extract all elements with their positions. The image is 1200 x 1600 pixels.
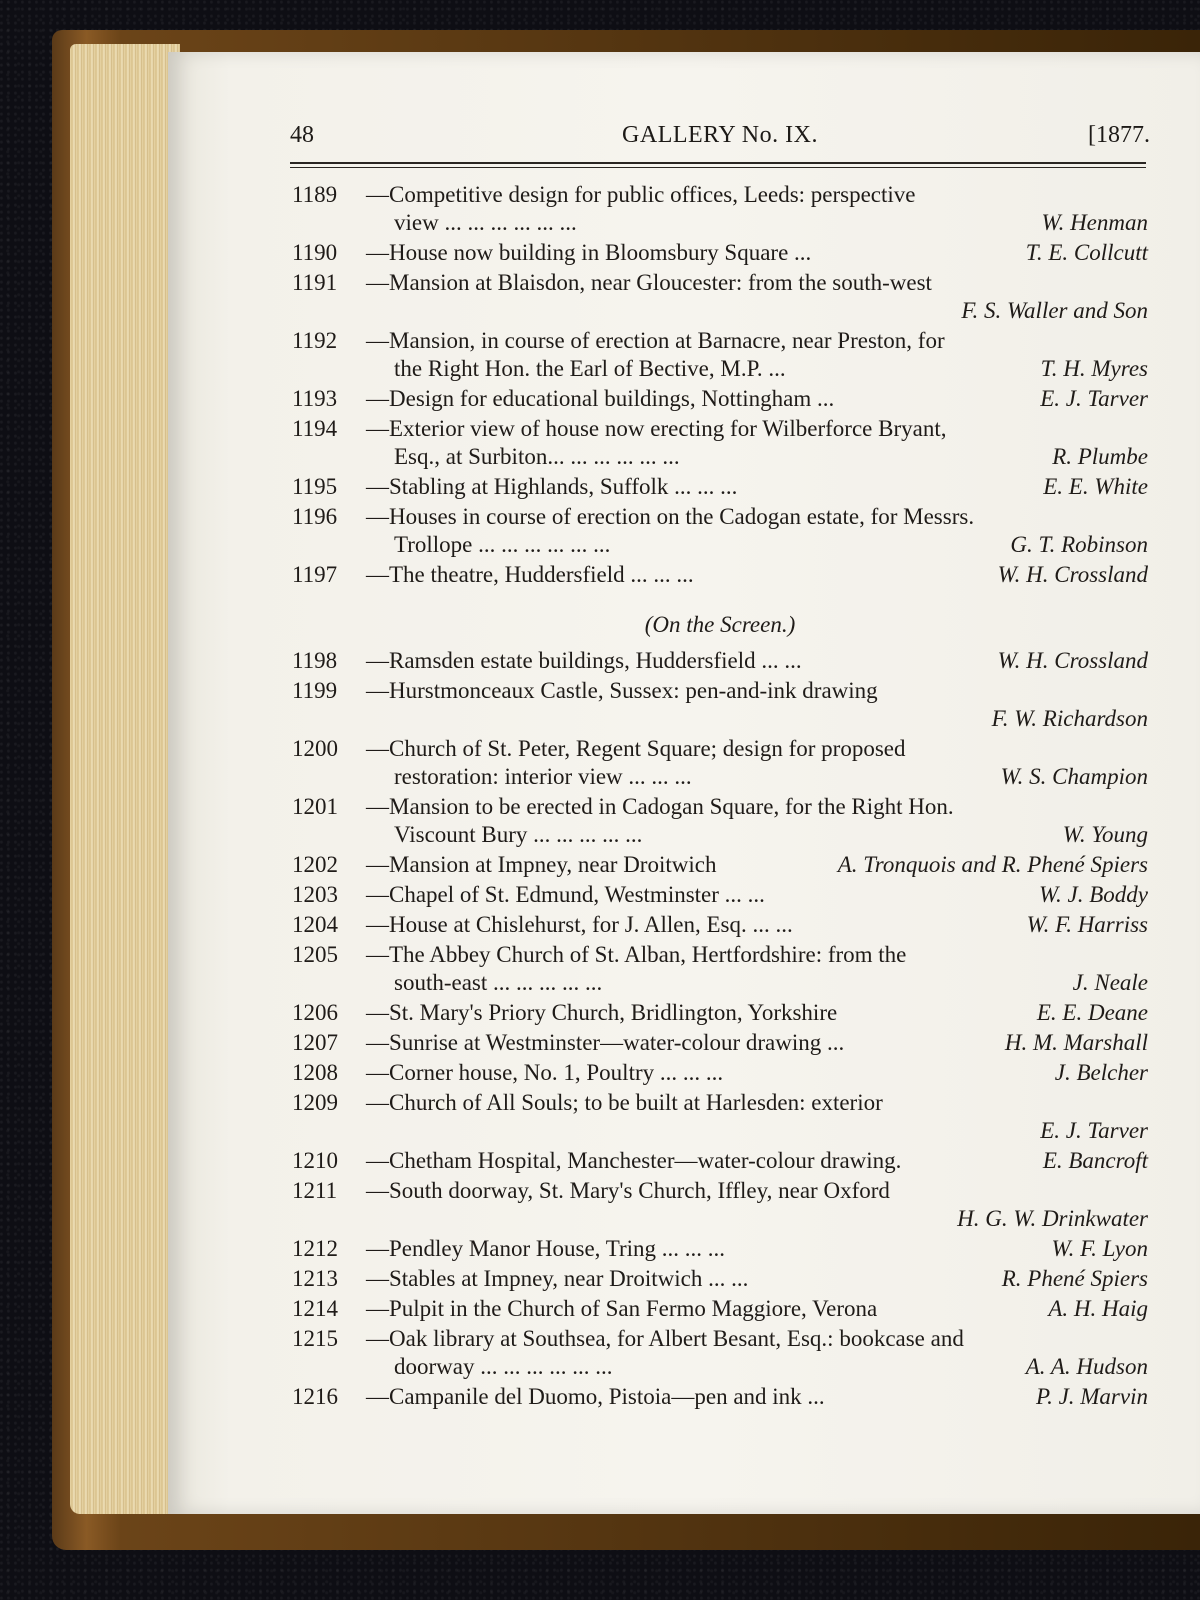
entry-title-continued: Viscount Bury ... ... ... ... ... — [394, 822, 643, 847]
entry-title: Competitive design for public offices, Leeds: perspective — [389, 182, 916, 207]
page-title: GALLERY No. IX. — [622, 122, 818, 148]
entry-line — [292, 1234, 1148, 1264]
entry-number: 1193 — [292, 386, 338, 411]
entry-number: 1204 — [292, 912, 338, 937]
entry-line — [292, 560, 1148, 590]
entry-line — [292, 1352, 1148, 1382]
header-rule — [290, 162, 1146, 164]
entry-author: W. S. Champion — [1000, 764, 1148, 789]
entry-title: Exterior view of house now erecting for Wilberforce Bryant, — [389, 416, 947, 441]
entry-author: G. T. Robinson — [1010, 532, 1148, 557]
catalogue-entry — [292, 1324, 1148, 1384]
entry-number: 1192 — [292, 328, 338, 353]
entry-author: H. M. Marshall — [1004, 1030, 1148, 1055]
section-heading — [292, 610, 1148, 640]
entry-dash: — — [366, 416, 389, 441]
entry-line — [292, 998, 1148, 1028]
entry-number: 1200 — [292, 736, 338, 761]
entry-dash: — — [366, 562, 389, 587]
entry-author: W. H. Crossland — [997, 562, 1148, 587]
entry-author: T. H. Myres — [1040, 356, 1148, 381]
entry-number: 1202 — [292, 852, 338, 877]
catalogue-entry — [292, 676, 1148, 736]
entry-title: Mansion to be erected in Cadogan Square, for the Right Hon. — [389, 794, 954, 819]
entry-title: House at Chislehurst, for J. Allen, Esq. ... ... — [389, 912, 793, 937]
entry-line — [292, 1058, 1148, 1088]
entry-number: 1191 — [292, 270, 338, 295]
entry-dash: — — [366, 1266, 389, 1291]
entry-line — [292, 940, 1148, 970]
catalogue-entry — [292, 792, 1148, 852]
entry-title-continued: the Right Hon. the Earl of Bective, M.P. ... — [394, 356, 786, 381]
entry-title: Sunrise at Westminster—water-colour drawing ... — [389, 1030, 845, 1055]
entry-author: E. E. Deane — [1036, 1000, 1148, 1025]
entry-line — [292, 850, 1148, 880]
entry-line — [292, 502, 1148, 532]
entry-number: 1194 — [292, 416, 338, 441]
entry-author: F. W. Richardson — [991, 706, 1148, 731]
entry-title: Houses in course of erection on the Cadogan estate, for Messrs. — [389, 504, 975, 529]
entry-title: Mansion at Impney, near Droitwich — [389, 852, 717, 877]
entry-dash: — — [366, 270, 389, 295]
entry-title-continued: view ... ... ... ... ... ... — [394, 210, 577, 235]
entry-dash: — — [366, 240, 389, 265]
entry-line — [292, 354, 1148, 384]
catalogue-entry — [292, 414, 1148, 474]
entry-line — [292, 704, 1148, 734]
entry-title-continued: doorway ... ... ... ... ... ... — [394, 1354, 613, 1379]
entry-number: 1215 — [292, 1326, 338, 1351]
entry-dash: — — [366, 328, 389, 353]
entry-line — [292, 792, 1148, 822]
entry-line — [292, 238, 1148, 268]
entry-dash: — — [366, 852, 389, 877]
entry-number: 1203 — [292, 882, 338, 907]
entry-dash: — — [366, 882, 389, 907]
entry-number: 1196 — [292, 504, 338, 529]
entry-line — [292, 1146, 1148, 1176]
entry-author: P. J. Marvin — [1035, 1384, 1148, 1409]
entry-number: 1211 — [292, 1178, 338, 1203]
entry-title-continued: restoration: interior view ... ... ... — [394, 764, 692, 789]
page-number: 48 — [290, 122, 314, 148]
entry-author: T. E. Collcutt — [1025, 240, 1148, 265]
entry-author: R. Plumbe — [1052, 444, 1148, 469]
entry-title: Chetham Hospital, Manchester—water-colour drawing. — [389, 1148, 902, 1173]
entry-title: Ramsden estate buildings, Huddersfield ... ... — [389, 648, 802, 673]
entry-line — [292, 1204, 1148, 1234]
entry-title: Church of St. Peter, Regent Square; design for proposed — [389, 736, 906, 761]
entry-author: E. Bancroft — [1042, 1148, 1148, 1173]
entry-line — [292, 530, 1148, 560]
entry-author: A. A. Hudson — [1025, 1354, 1148, 1379]
entry-number: 1208 — [292, 1060, 338, 1085]
entry-dash: — — [366, 1148, 389, 1173]
entry-line — [292, 1176, 1148, 1206]
entry-author: W. F. Harriss — [1026, 912, 1148, 937]
entry-line — [292, 472, 1148, 502]
entry-number: 1214 — [292, 1296, 338, 1321]
entry-dash: — — [366, 648, 389, 673]
entry-line — [292, 1028, 1148, 1058]
entry-number: 1199 — [292, 678, 338, 703]
catalogue-entry — [292, 1088, 1148, 1148]
entry-dash: — — [366, 1000, 389, 1025]
entry-dash: — — [366, 1060, 389, 1085]
entry-author: E. J. Tarver — [1040, 386, 1148, 411]
entry-dash: — — [366, 912, 389, 937]
entry-author: E. J. Tarver — [1040, 1118, 1148, 1143]
entry-author: A. H. Haig — [1048, 1296, 1148, 1321]
entry-line — [292, 1264, 1148, 1294]
entry-line — [292, 910, 1148, 940]
page-year: [1877. — [1088, 122, 1150, 148]
header-rule-thin — [290, 167, 1146, 168]
entry-author: W. Young — [1062, 822, 1148, 847]
entry-line — [292, 268, 1148, 298]
entry-line — [292, 968, 1148, 998]
entry-line — [292, 296, 1148, 326]
entry-author: J. Neale — [1072, 970, 1148, 995]
entry-author: F. S. Waller and Son — [961, 298, 1148, 323]
entry-line — [292, 180, 1148, 210]
entry-line — [292, 820, 1148, 850]
entry-author: W. Henman — [1041, 210, 1148, 235]
entry-title: South doorway, St. Mary's Church, Iffley, near Oxford — [389, 1178, 890, 1203]
entry-title: Chapel of St. Edmund, Westminster ... ... — [389, 882, 765, 907]
entry-title: Mansion, in course of erection at Barnacre, near Preston, for — [389, 328, 945, 353]
entry-title-continued: south-east ... ... ... ... ... — [394, 970, 603, 995]
entry-number: 1205 — [292, 942, 338, 967]
entry-author: E. E. White — [1043, 474, 1148, 499]
entry-title: Hurstmonceaux Castle, Sussex: pen-and-ink drawing — [389, 678, 878, 703]
entry-number: 1198 — [292, 648, 338, 673]
catalogue-entry — [292, 502, 1148, 562]
entry-title: The Abbey Church of St. Alban, Hertfordshire: from the — [389, 942, 907, 967]
entry-dash: — — [366, 794, 389, 819]
entry-number: 1207 — [292, 1030, 338, 1055]
entry-line — [292, 442, 1148, 472]
entry-line — [292, 734, 1148, 764]
catalogue-entry — [292, 180, 1148, 240]
catalogue-entry — [292, 268, 1148, 328]
entry-dash: — — [366, 942, 389, 967]
catalogue-entry — [292, 734, 1148, 794]
entry-line — [292, 1088, 1148, 1118]
entry-dash: — — [366, 736, 389, 761]
entry-author: H. G. W. Drinkwater — [957, 1206, 1148, 1231]
entry-title: Pendley Manor House, Tring ... ... ... — [389, 1236, 726, 1261]
entry-line — [292, 208, 1148, 238]
entry-title: Church of All Souls; to be built at Harlesden: exterior — [389, 1090, 883, 1115]
entry-title-continued: Trollope ... ... ... ... ... ... — [394, 532, 611, 557]
entry-dash: — — [366, 1030, 389, 1055]
entry-title: Oak library at Southsea, for Albert Besant, Esq.: bookcase and — [389, 1326, 964, 1351]
entry-dash: — — [366, 182, 389, 207]
entry-number: 1209 — [292, 1090, 338, 1115]
entry-dash: — — [366, 1090, 389, 1115]
entry-title: Corner house, No. 1, Poultry ... ... ... — [389, 1060, 724, 1085]
entry-line — [292, 384, 1148, 414]
entry-number: 1206 — [292, 1000, 338, 1025]
entry-title: Campanile del Duomo, Pistoia—pen and ink ... — [389, 1384, 825, 1409]
page-header — [290, 118, 1150, 158]
entry-line — [292, 1382, 1148, 1412]
entry-line — [292, 1324, 1148, 1354]
entry-title: Mansion at Blaisdon, near Gloucester: from the south-west — [389, 270, 932, 295]
entry-number: 1213 — [292, 1266, 338, 1291]
entry-dash: — — [366, 386, 389, 411]
entry-number: 1190 — [292, 240, 338, 265]
entry-line — [292, 762, 1148, 792]
entry-dash: — — [366, 1384, 389, 1409]
entry-number: 1212 — [292, 1236, 338, 1261]
entry-author: W. F. Lyon — [1051, 1236, 1148, 1261]
entry-line — [292, 326, 1148, 356]
entry-number: 1201 — [292, 794, 338, 819]
entry-author: R. Phené Spiers — [1001, 1266, 1148, 1291]
entry-author: W. H. Crossland — [997, 648, 1148, 673]
entry-title-continued: Esq., at Surbiton... ... ... ... ... ... — [394, 444, 680, 469]
catalogue-entry — [292, 940, 1148, 1000]
entry-title: Stables at Impney, near Droitwich ... ... — [389, 1266, 749, 1291]
entry-number: 1189 — [292, 182, 338, 207]
entry-dash: — — [366, 474, 389, 499]
entry-dash: — — [366, 504, 389, 529]
entry-dash: — — [366, 1178, 389, 1203]
entry-line — [292, 1116, 1148, 1146]
entry-dash: — — [366, 1326, 389, 1351]
entry-title: Design for educational buildings, Nottingham ... — [389, 386, 835, 411]
catalogue-entry — [292, 1382, 1148, 1442]
entry-dash: — — [366, 1236, 389, 1261]
entry-dash: — — [366, 678, 389, 703]
page-edges — [70, 44, 180, 1514]
entry-number: 1210 — [292, 1148, 338, 1173]
entry-number: 1216 — [292, 1384, 338, 1409]
entry-line — [292, 646, 1148, 676]
entry-line — [292, 414, 1148, 444]
entry-title: House now building in Bloomsbury Square ... — [389, 240, 812, 265]
section-heading-text: (On the Screen.) — [644, 612, 796, 637]
catalogue-entry — [292, 1176, 1148, 1236]
entry-author: J. Belcher — [1054, 1060, 1148, 1085]
entry-line — [292, 1294, 1148, 1324]
entry-title: St. Mary's Priory Church, Bridlington, Yorkshire — [389, 1000, 838, 1025]
entry-line — [292, 880, 1148, 910]
entry-author: A. Tronquois and R. Phené Spiers — [837, 852, 1148, 877]
entry-title: The theatre, Huddersfield ... ... ... — [389, 562, 694, 587]
entry-title: Pulpit in the Church of San Fermo Maggiore, Verona — [389, 1296, 878, 1321]
entry-number: 1195 — [292, 474, 338, 499]
catalogue-entry — [292, 326, 1148, 386]
entry-title: Stabling at Highlands, Suffolk ... ... ... — [389, 474, 738, 499]
entry-author: W. J. Boddy — [1038, 882, 1148, 907]
entry-number: 1197 — [292, 562, 338, 587]
entry-line — [292, 676, 1148, 706]
entry-dash: — — [366, 1296, 389, 1321]
